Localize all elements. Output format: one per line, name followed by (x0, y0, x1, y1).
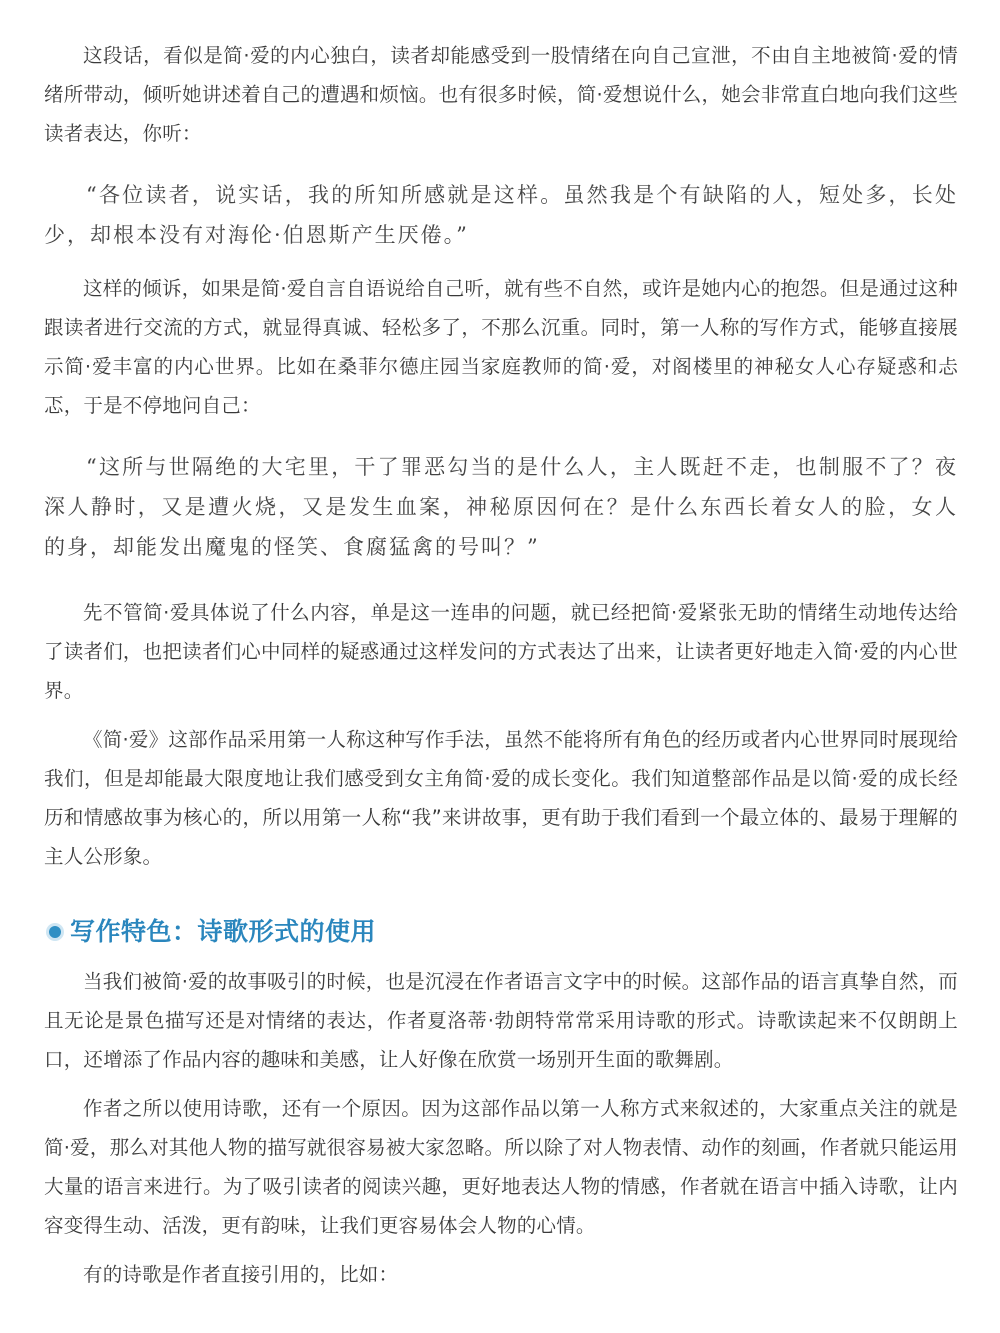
section-heading (44, 912, 958, 952)
body-paragraph: 作者之所以使用诗歌，还有一个原因。因为这部作品以第一人称方式来叙述的，大家重点关注的就是简·爱，那么对其他人物的描写就很容易被大家忽略。所以除了对人物表情、动作的刻画，作者就只能运用大量的语言来进行。为了吸引读者的阅读兴趣，更好地表达人物的情感，作者就在语言中插入诗歌，让内容变得生动、活泼，更有韵味，让我们更容易体会人物的心情。 (44, 1097, 958, 1237)
section-heading-title: 写作特色：诗歌形式的使用 (70, 917, 377, 946)
body-paragraph: 当我们被简·爱的故事吸引的时候，也是沉浸在作者语言文字中的时候。这部作品的语言真挚自然，而且无论是景色描写还是对情绪的表达，作者夏洛蒂·勃朗特常常采用诗歌的形式。诗歌读起来不仅朗朗上口，还增添了作品内容的趣味和美感，让人好像在欣赏一场别开生面的歌舞剧。 (44, 970, 958, 1071)
body-paragraph: 这样的倾诉，如果是简·爱自言自语说给自己听，就有些不自然，或许是她内心的抱怨。但是通过这种跟读者进行交流的方式，就显得真诚、轻松多了，不那么沉重。同时，第一人称的写作方式，能够直接展示简·爱丰富的内心世界。比如在桑菲尔德庄园当家庭教师的简·爱，对阁楼里的神秘女人心存疑惑和忐忑，于是不停地问自己： (44, 277, 958, 417)
body-paragraph: 先不管简·爱具体说了什么内容，单是这一连串的问题，就已经把简·爱紧张无助的情绪生动地传达给了读者们，也把读者们心中同样的疑惑通过这样发问的方式表达了出来，让读者更好地走入简·爱的内心世界。 (44, 601, 958, 702)
blue-dot-icon (49, 926, 61, 938)
body-paragraph: 有的诗歌是作者直接引用的，比如： (83, 1263, 399, 1286)
body-paragraph: 这段话，看似是简·爱的内心独白，读者却能感受到一股情绪在向自己宣泄，不由自主地被简·爱的情绪所带动，倾听她讲述着自己的遭遇和烦恼。也有很多时候，简·爱想说什么，她会非常直白地向我们这些读者表达，你听： (44, 44, 958, 145)
body-paragraph: 《简·爱》这部作品采用第一人称这种写作手法，虽然不能将所有角色的经历或者内心世界同时展现给我们，但是却能最大限度地让我们感受到女主角简·爱的成长变化。我们知道整部作品是以简·爱的成长经历和情感故事为核心的，所以用第一人称“我”来讲故事，更有助于我们看到一个最立体的、最易于理解的主人公形象。 (44, 728, 958, 868)
block-quote: “各位读者，说实话，我的所知所感就是这样。虽然我是个有缺陷的人，短处多，长处少，却根本没有对海伦·伯恩斯产生厌倦。” (44, 183, 958, 247)
block-quote: “这所与世隔绝的大宅里，干了罪恶勾当的是什么人，主人既赶不走，也制服不了？夜深人静时，又是遭火烧，又是发生血案，神秘原因何在？是什么东西长着女人的脸，女人的身，却能发出魔鬼的怪笑、食腐猛禽的号叫？” (44, 455, 958, 559)
